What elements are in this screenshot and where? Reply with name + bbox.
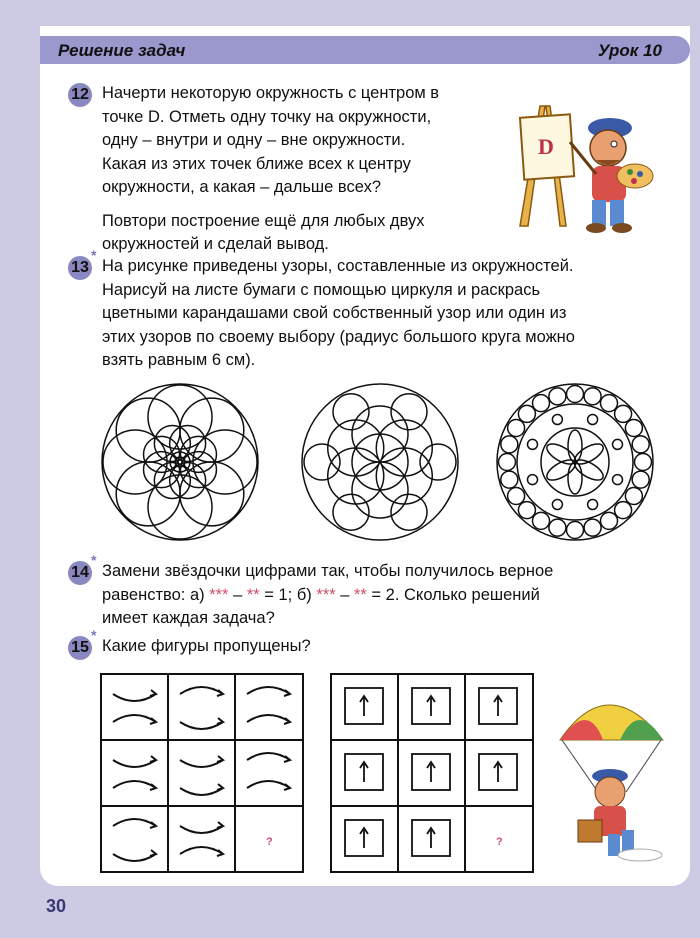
missing-figure-2: ? (496, 836, 503, 848)
label-a: равенство: а) (102, 585, 210, 604)
missing-figure-1: ? (266, 836, 273, 848)
arc-puzzle-grid (100, 673, 304, 873)
task-14-text (102, 560, 553, 631)
task-14-star: * (91, 552, 97, 568)
parachute-illustration (548, 680, 678, 870)
minus-b: – (335, 585, 354, 604)
task-13-text (102, 255, 575, 373)
stars-a2: ** (246, 585, 260, 604)
task-13-line: цветными карандашами свой собственный узор или один из (102, 304, 567, 322)
task-12-line: Повтори построение ещё для любых двух (102, 211, 425, 230)
task-14-number: 14 (68, 561, 92, 585)
circle-pattern-2 (300, 382, 460, 542)
task-15-number: 15 (68, 636, 92, 660)
task-13-number: 13 (68, 256, 92, 280)
square-puzzle-grid (330, 673, 534, 873)
circle-pattern-3 (495, 382, 655, 542)
task-13-line: взять равным 6 см). (102, 351, 256, 369)
stars-b1: *** (316, 585, 336, 604)
task-14-line: Замени звёздочки цифрами так, чтобы получилось верное (102, 562, 554, 580)
task-12-text (102, 82, 439, 257)
task-13-line: Нарисуй на листе бумаги с помощью циркуля и раскрась (102, 280, 541, 299)
stars-b2: ** (354, 585, 367, 604)
task-12-line: точке D. Отметь одну точку на окружности, (102, 107, 432, 126)
equals-a: = 1; б) (259, 585, 317, 604)
task-13-star: * (91, 247, 97, 263)
task-12-line: одну – внутри и одну – вне окружности. (102, 131, 406, 149)
task-14-line: имеет каждая задача? (102, 609, 275, 627)
task-12-line: окружностей и сделай вывод. (102, 235, 329, 253)
task-12-number: 12 (68, 83, 92, 107)
task-12-line: окружности, а какая – дальше всех? (102, 178, 381, 196)
task-14-equations (102, 584, 553, 608)
page-number: 30 (46, 896, 67, 916)
circle-pattern-1 (100, 382, 260, 542)
page-header (40, 36, 690, 64)
task-13-line: этих узоров по своему выбору (радиус большого круга можно (102, 327, 575, 346)
stars-a1: *** (209, 585, 229, 604)
equals-b: = 2. Сколько решений (366, 585, 540, 604)
task-13-line: На рисунке приведены узоры, составленные из окружностей. (102, 257, 574, 275)
section-title: Решение задач (58, 41, 186, 60)
task-12-line: Начерти некоторую окружность с центром в (102, 84, 440, 102)
lesson-title: Урок 10 (597, 41, 662, 60)
task-12-line: Какая из этих точек ближе всех к центру (102, 154, 411, 173)
minus-a: – (228, 585, 247, 604)
task-15-star: * (91, 627, 97, 643)
easel-letter: D (538, 134, 554, 159)
task-15-text: Какие фигуры пропущены? (102, 637, 311, 655)
painter-illustration (500, 86, 660, 236)
